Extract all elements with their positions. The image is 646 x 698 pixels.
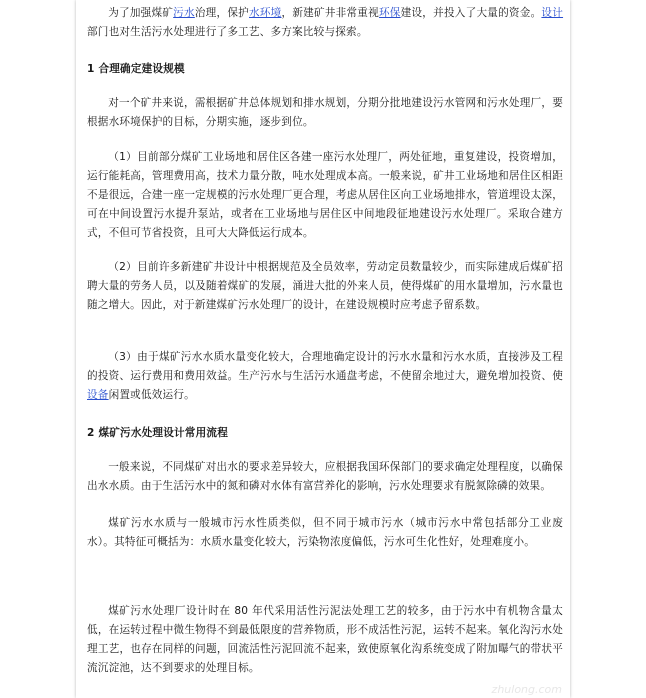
link-environmental-protection[interactable]: 环保 (378, 7, 401, 19)
section-2-paragraph-2: 煤矿污水水质与一般城市污水性质类似，但不同于城市污水（城市污水中常包括部分工业废水）。其特征可概括为：水质水量变化较大，污染物浓度偏低，污水可生化性好，处理难度小。 (87, 517, 563, 548)
section-2-heading: 2 煤矿污水处理设计常用流程 (87, 427, 228, 439)
intro-paragraph (87, 4, 563, 42)
section-2-paragraph-1: 一般来说，不同煤矿对出水的要求差异较大，应根据我国环保部门的要求确定处理程度，以确保出水水质。由于生活污水中的氮和磷对水体有富营养化的影响，污水处理要求有脱氮除磷的效果。 (87, 461, 563, 492)
section-1-paragraph-3: （2）目前许多新建矿井设计中根据规范及全员效率，劳动定员数量较少，而实际建成后煤矿招聘大量的劳务人员，以及随着煤矿的发展，涌进大批的外来人员，使得煤矿的用水量增加，污水量也随之增大。因此，对于新建煤矿污水处理厂的设计，在建设规模时应考虑予留系数。 (87, 261, 563, 311)
link-wastewater[interactable]: 污水 (173, 7, 195, 19)
p4-text-2: 闲置或低效运行。 (108, 389, 195, 401)
section-1-heading: 1 合理确定建设规模 (87, 63, 185, 75)
link-design[interactable]: 设计 (541, 7, 564, 19)
intro-text-4: 建设，并投入了大量的资金。 (400, 7, 542, 19)
link-water-environment[interactable]: 水环境 (249, 7, 282, 19)
p4-text-1: （3）由于煤矿污水水质水量变化较大，合理地确定设计的污水水量和污水水质，直接涉及工程的投资、运行费用和费用效益。生产污水与生活污水通盘考虑，不使留余地过大，避免增加投资、使 (87, 351, 563, 382)
link-equipment[interactable]: 设备 (87, 389, 109, 401)
section-1-paragraph-4 (87, 348, 563, 405)
document-page (76, 0, 570, 698)
section-1-paragraph-1: 对一个矿井来说，需根据矿井总体规划和排水规划，分期分批地建设污水管网和污水处理厂，要根据水环境保护的目标，分期实施，逐步到位。 (87, 97, 563, 128)
section-2-paragraph-3: 煤矿污水处理厂设计时在 80 年代采用活性污泥法处理工艺的较多，由于污水中有机物含量太低，在运转过程中微生物得不到最低限度的营养物质，形不成活性污泥，运转不起来。氧化沟污水处理工艺，也存在同样的问题，回流活性污泥回流不起来，致使原氧化沟系统变成了附加曝气的带状平流沉淀池，达不到要求的处理目标。 (87, 605, 563, 674)
intro-text-1: 为了加强煤矿 (108, 7, 174, 19)
intro-text-2: 治理，保护 (194, 7, 249, 19)
intro-text-3: ，新建矿井非常重视 (281, 7, 379, 19)
section-1-paragraph-2: （1）目前部分煤矿工业场地和居住区各建一座污水处理厂，两处征地，重复建设，投资增加，运行能耗高，管理费用高，技术力量分散，吨水处理成本高。一般来说，矿井工业场地和居住区相距不是很远，合建一座一定规模的污水处理厂更合理，考虑从居住区向工业场地排水，管道埋设太深，可在中间设置污水提升泵站，或者在工业场地与居住区中间地段征地建设污水处理厂。采取合建方式，不但可节省投资，且可大大降低运行成本。 (87, 151, 563, 239)
intro-text-5: 部门也对生活污水处理进行了多工艺、多方案比较与探索。 (87, 26, 368, 38)
watermark: zhulong.com (491, 683, 562, 696)
